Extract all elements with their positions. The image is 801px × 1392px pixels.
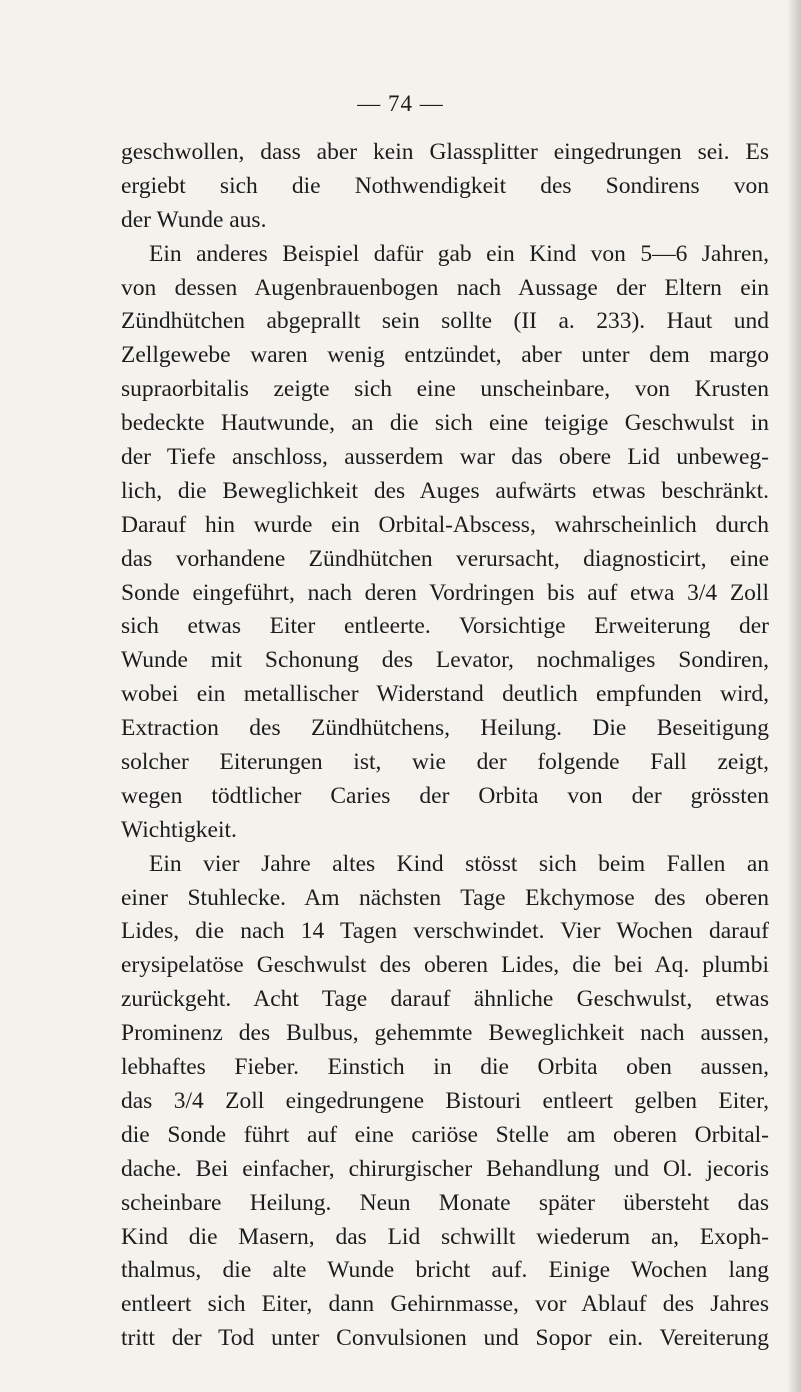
text-line: tritt der Tod unter Convulsionen und Sopor ein. Vereiterung [121, 1325, 769, 1352]
text-line: erysipelatöse Geschwulst des oberen Lides, die bei Aq. plumbi [121, 952, 769, 979]
text-line: geschwollen, dass aber kein Glassplitter eingedrungen sei. Es [121, 139, 769, 165]
text-line: ergiebt sich die Nothwendigkeit des Sondirens von [121, 172, 769, 199]
text-line: das 3/4 Zoll eingedrungene Bistouri entleert gelben Eiter, [121, 1087, 769, 1114]
text-line: Zündhütchen abgeprallt sein sollte (II a. 233). Haut und [121, 308, 769, 335]
text-line: Prominenz des Bulbus, gehemmte Beweglichkeit nach aussen, [121, 1020, 769, 1047]
text-line: zurückgeht. Acht Tage darauf ähnliche Geschwulst, etwas [121, 986, 769, 1013]
text-line: Wunde mit Schonung des Levator, nochmaliges Sondiren, [121, 647, 769, 674]
text-line: Sonde eingeführt, nach deren Vordringen bis auf etwa 3/4 Zoll [121, 579, 769, 606]
text-line: dache. Bei einfacher, chirurgischer Behandlung und Ol. jecoris [121, 1155, 769, 1182]
text-line: einer Stuhlecke. Am nächsten Tage Ekchymose des oberen [121, 884, 769, 911]
text-line: bedeckte Hautwunde, an die sich eine teigige Geschwulst in [121, 410, 769, 437]
text-line: sich etwas Eiter entleerte. Vorsichtige Erweiterung der [121, 613, 769, 640]
text-line: Darauf hin wurde ein Orbital-Abscess, wahrscheinlich durch [121, 511, 769, 538]
text-line: Zellgewebe waren wenig entzündet, aber unter dem margo [121, 342, 769, 369]
text-line: wegen tödtlicher Caries der Orbita von der grössten [121, 782, 769, 809]
text-line: thalmus, die alte Wunde bricht auf. Einige Wochen lang [121, 1257, 769, 1284]
text-line: lebhaftes Fieber. Einstich in die Orbita oben aussen, [121, 1054, 769, 1081]
text-line: Ein anderes Beispiel dafür gab ein Kind von 5—6 Jahren, [149, 240, 769, 267]
text-line: entleert sich Eiter, dann Gehirnmasse, vor Ablauf des Jahres [121, 1291, 769, 1318]
text-line: wobei ein metallischer Widerstand deutlich empfunden wird, [121, 681, 769, 708]
text-line: supraorbitalis zeigte sich eine unscheinbare, von Krusten [121, 376, 769, 403]
text-line: lich, die Beweglichkeit des Auges aufwärts etwas beschränkt. [121, 477, 769, 504]
text-line: der Tiefe anschloss, ausserdem war das obere Lid unbeweg- [121, 444, 769, 471]
text-line: Lides, die nach 14 Tagen verschwindet. Vier Wochen darauf [121, 918, 769, 945]
text-line: solcher Eiterungen ist, wie der folgende Fall zeigt, [121, 749, 769, 776]
page-edge-shadow [787, 0, 801, 1392]
text-line: Wichtigkeit. [121, 816, 237, 843]
page-number: — 74 — [357, 91, 444, 116]
text-line: das vorhandene Zündhütchen verursacht, diagnosticirt, eine [121, 545, 769, 572]
text-line: von dessen Augenbrauenbogen nach Aussage der Eltern ein [121, 274, 769, 301]
text-line: Kind die Masern, das Lid schwillt wiederum an, Exoph- [121, 1223, 769, 1250]
body-text [121, 136, 769, 1356]
text-line: scheinbare Heilung. Neun Monate später übersteht das [121, 1189, 769, 1216]
text-line: der Wunde aus. [121, 206, 267, 233]
text-line: Ein vier Jahre altes Kind stösst sich beim Fallen an [149, 850, 769, 877]
text-line: Extraction des Zündhütchens, Heilung. Die Beseitigung [121, 715, 769, 742]
text-line: die Sonde führt auf eine cariöse Stelle am oberen Orbital- [121, 1121, 769, 1148]
